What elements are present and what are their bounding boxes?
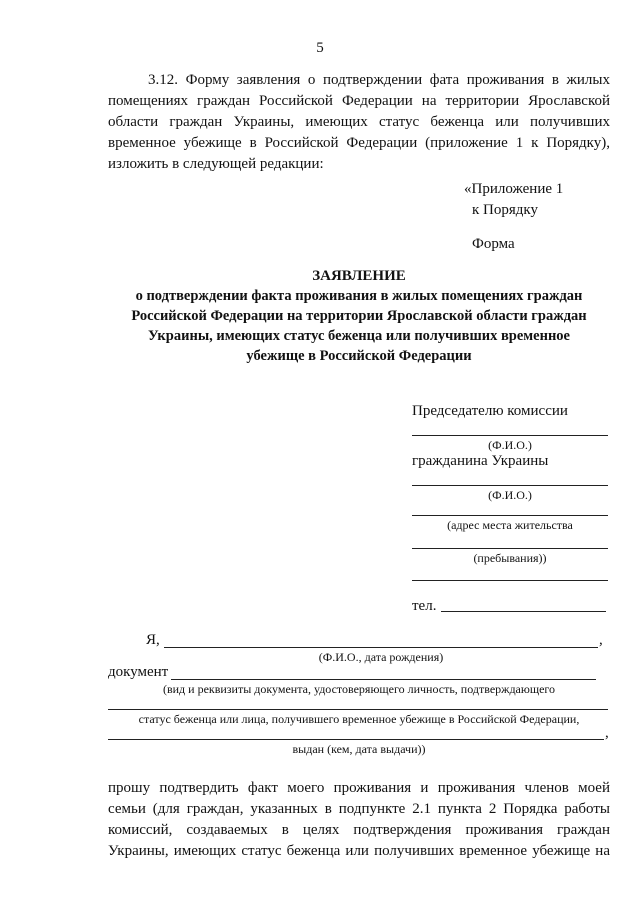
request-paragraph xyxy=(108,778,610,862)
applicant-i: Я, xyxy=(146,632,160,648)
stay-caption: (пребывания)) xyxy=(473,551,547,565)
appendix-label: «Приложение 1 xyxy=(464,181,564,197)
fio-line-1[interactable] xyxy=(412,435,608,436)
title-line: убежище в Российской Федерации xyxy=(246,348,472,364)
body-line: прошу подтвердить факт моего проживания и проживания членов моей xyxy=(108,780,610,796)
extra-address-line[interactable] xyxy=(412,580,608,581)
addressee-to: Председателю комиссии xyxy=(412,403,568,419)
title-line: Российской Федерации на территории Ярославской области граждан xyxy=(131,308,587,324)
status-line[interactable] xyxy=(108,709,608,710)
status-caption: статус беженца или лица, получившего временное убежище в Российской Федерации, xyxy=(138,712,580,726)
document-title xyxy=(108,266,610,366)
body-line: комиссий, создаваемых в целях подтверждения проживания граждан xyxy=(108,822,610,838)
fio-caption-1: (Ф.И.О.) xyxy=(488,438,532,452)
fio-line-2[interactable] xyxy=(412,485,608,486)
issued-line[interactable] xyxy=(108,739,604,740)
intro-line: изложить в следующей редакции: xyxy=(108,156,324,172)
form-label: Форма xyxy=(472,236,515,252)
stay-line[interactable] xyxy=(412,548,608,549)
intro-line: области граждан Украины, имеющих статус беженца или получивших xyxy=(108,114,610,130)
citizen-label: гражданина Украины xyxy=(412,453,549,469)
intro-line: 3.12. Форму заявления о подтверждении фата проживания в жилых xyxy=(148,72,610,88)
document-label: документ xyxy=(108,664,169,680)
issued-comma: , xyxy=(605,725,609,741)
intro-line: временное убежище в Российской Федерации (приложение 1 к Порядку), xyxy=(108,135,610,151)
document-caption: (вид и реквизиты документа, удостоверяющего личность, подтверждающего xyxy=(162,682,556,696)
applicant-comma: , xyxy=(599,632,603,648)
title-line: Украины, имеющих статус беженца или получивших временное xyxy=(147,328,570,344)
address-line[interactable] xyxy=(412,515,608,516)
fio-caption-2: (Ф.И.О.) xyxy=(488,488,532,502)
applicant-name-line[interactable] xyxy=(164,647,598,648)
page-number: 5 xyxy=(316,40,324,56)
tel-label: тел. xyxy=(412,598,437,614)
intro-line: помещениях граждан Российской Федерации на территории Ярославской xyxy=(108,93,610,109)
appendix-order: к Порядку xyxy=(472,202,538,218)
issued-caption: выдан (кем, дата выдачи)) xyxy=(292,742,426,756)
body-line: Украины, имеющих статус беженца или получивших временное убежище на xyxy=(108,843,610,859)
title-line: о подтверждении факта проживания в жилых помещениях граждан xyxy=(135,288,583,304)
body-line: семьи (для граждан, указанных в подпункте 2.1 пункта 2 Порядка работы xyxy=(108,801,610,817)
tel-line[interactable] xyxy=(441,611,606,612)
fio-dob-caption: (Ф.И.О., дата рождения) xyxy=(318,650,444,664)
intro-paragraph xyxy=(108,70,610,175)
title-heading: ЗАЯВЛЕНИЕ xyxy=(312,268,406,284)
document-line[interactable] xyxy=(171,679,596,680)
address-caption: (адрес места жительства xyxy=(447,518,573,532)
